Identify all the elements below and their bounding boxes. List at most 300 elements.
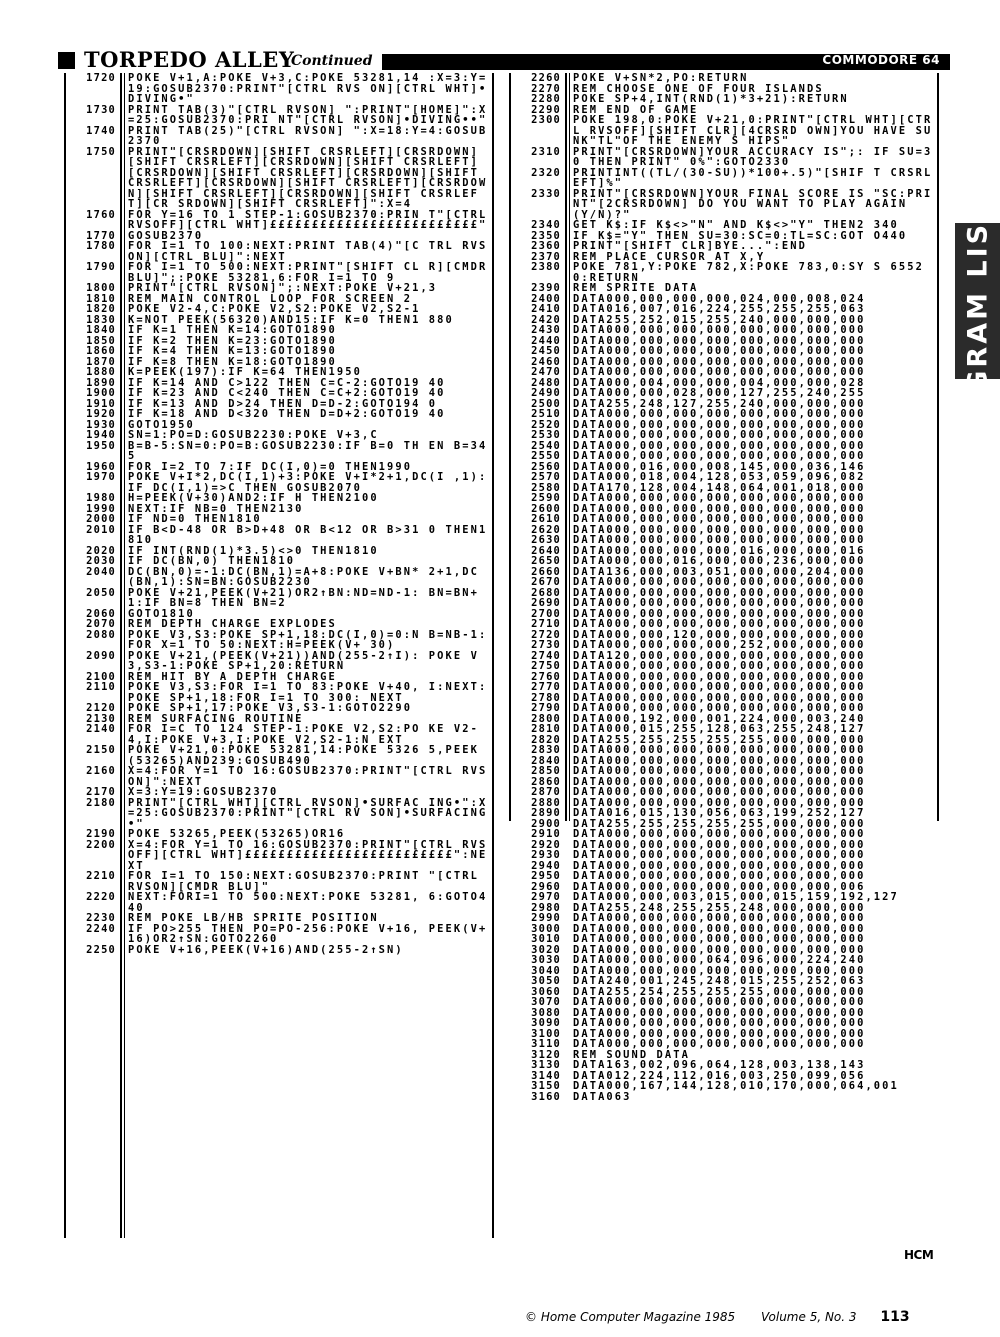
listing-line bbox=[511, 115, 937, 147]
line-code: DATA000,000,000,000,000,000,000,000 bbox=[573, 576, 866, 588]
line-code: DATA000,015,255,128,063,255,248,127 bbox=[573, 723, 866, 735]
line-code: DATA000,000,000,000,000,000,000,000 bbox=[573, 996, 866, 1008]
line-number: 2470 bbox=[531, 366, 561, 378]
line-code: DATA000,000,000,000,000,000,000,000 bbox=[573, 828, 866, 840]
line-code: DATA000,000,000,000,000,000,000,000 bbox=[573, 355, 866, 368]
line-code: DATA000,000,000,000,000,000,000,000 bbox=[573, 607, 866, 620]
listing-line bbox=[511, 829, 937, 840]
listing-line bbox=[66, 514, 492, 525]
line-number: 1820 bbox=[86, 303, 116, 315]
line-code: NEXT:IF NB=0 THEN2130 bbox=[128, 502, 304, 515]
line-number: 2040 bbox=[86, 565, 116, 578]
listing-line bbox=[511, 703, 937, 714]
line-number: 2160 bbox=[86, 765, 116, 777]
line-code: DATA016,007,016,224,255,255,255,063 bbox=[573, 303, 866, 315]
line-number: 2620 bbox=[531, 523, 561, 536]
line-number: 2240 bbox=[86, 922, 116, 935]
line-code: REM MAIN CONTROL LOOP FOR SCREEN 2 bbox=[128, 292, 413, 305]
listing-line bbox=[511, 871, 937, 882]
listing-line bbox=[511, 304, 937, 315]
line-number: 2310 bbox=[531, 145, 561, 158]
listing-line bbox=[511, 892, 937, 903]
line-number: 2150 bbox=[86, 744, 116, 756]
line-number: 2350 bbox=[531, 229, 561, 242]
line-code: REM SURFACING ROUTINE bbox=[128, 712, 304, 725]
line-number: 2540 bbox=[531, 439, 561, 452]
line-number: 2510 bbox=[531, 408, 561, 420]
line-number: 2890 bbox=[531, 807, 561, 819]
line-number: 2290 bbox=[531, 103, 561, 116]
line-code: DATA000,000,120,000,000,000,000,000 bbox=[573, 628, 866, 641]
line-code: DATA000,000,000,000,000,000,000,000 bbox=[573, 1017, 866, 1029]
line-number: 1990 bbox=[86, 502, 116, 515]
line-number: 2230 bbox=[86, 912, 116, 924]
line-number: 2860 bbox=[531, 775, 561, 788]
line-number: 2120 bbox=[86, 702, 116, 714]
article-title: TORPEDO ALLEY bbox=[84, 47, 295, 72]
line-code: DATA000,000,000,000,000,000,000,000 bbox=[573, 754, 866, 767]
line-code: DATA255,255,255,255,255,000,000,000 bbox=[573, 733, 866, 746]
line-code: REM PLACE CURSOR AT X,Y bbox=[573, 250, 766, 263]
listing-line bbox=[66, 283, 492, 294]
line-code: FOR I=1 TO 100:NEXT:PRINT TAB(4)"[C TRL RVSON][CTRL BLU]":NEXT bbox=[128, 240, 488, 263]
line-number: 2530 bbox=[531, 429, 561, 441]
listing-line bbox=[66, 126, 492, 147]
line-code: DATA000,000,000,000,024,000,008,024 bbox=[573, 292, 866, 305]
line-code: PRINT"[CRSRDOWN][SHIFT CRSRLEFT][CRSRDOWN][SHIFT CRSRLEFT][CRSRDOWN][SHIFT CRSRLEFT][CRSRDOWN][SHIFT CRSRLEFT][CRSRDOWN][SHIFT CRSRLEFT][CRSRDOWN][SHIFT CRSRLEFT][CRSRDOWN][SHIFT CRSRLEFT][CRSRDOWN][SHIFT CRSRLEFT][CR SRDOWN][SHIFT CRSRLEFT]":X=4 bbox=[128, 145, 488, 210]
line-number: 1730 bbox=[86, 103, 116, 116]
line-code: REM CHOOSE ONE OF FOUR ISLANDS bbox=[573, 82, 824, 95]
line-number: 2330 bbox=[531, 187, 561, 200]
line-number: 3120 bbox=[531, 1048, 561, 1061]
line-code: DATA000,000,000,000,000,000,000,000 bbox=[573, 1038, 866, 1050]
line-code: IF K=1 THEN K=14:GOTO1890 bbox=[128, 324, 337, 336]
line-number: 2600 bbox=[531, 502, 561, 515]
footer-copyright: © Home Computer Magazine 1985 bbox=[525, 1310, 736, 1324]
line-number: 2010 bbox=[86, 523, 116, 536]
listing-line bbox=[66, 147, 492, 210]
line-number: 2500 bbox=[531, 397, 561, 410]
listing-line bbox=[511, 472, 937, 483]
line-number: 2190 bbox=[86, 828, 116, 840]
line-code: DATA000,000,000,000,000,000,000,000 bbox=[573, 660, 866, 672]
listing-line bbox=[511, 346, 937, 357]
side-tab-label: PROGRAM LISTING bbox=[962, 136, 993, 466]
line-code: PRINT"[CRSRDOWN]YOUR ACCURACY IS";: IF SU=30 THEN PRINT" 0%":GOTO2330 bbox=[573, 145, 933, 168]
line-number: 2050 bbox=[86, 586, 116, 599]
line-code: DATA000,167,144,128,010,170,000,064,001 bbox=[573, 1080, 899, 1092]
line-code: B=B-5:SN=0:PO=B:GOSUB2230:IF B=0 TH EN B=345 bbox=[128, 439, 488, 462]
line-number: 1970 bbox=[86, 471, 116, 483]
line-number: 2650 bbox=[531, 555, 561, 567]
listing-line bbox=[511, 1039, 937, 1050]
line-code: PRINT"[CTRL RVSON]";:NEXT:POKE V+21,3 bbox=[128, 282, 438, 294]
line-number: 3050 bbox=[531, 975, 561, 987]
line-number: 3000 bbox=[531, 922, 561, 935]
line-code: DATA000,000,000,000,000,000,000,000 bbox=[573, 870, 866, 882]
line-code: REM HIT BY A DEPTH CHARGE bbox=[128, 670, 337, 683]
line-code: DATA255,254,255,255,255,000,000,000 bbox=[573, 985, 866, 998]
line-number: 1890 bbox=[86, 376, 116, 389]
listing-line bbox=[66, 441, 492, 462]
line-number: 3040 bbox=[531, 964, 561, 977]
listing-line bbox=[66, 556, 492, 567]
line-number: 3150 bbox=[531, 1080, 561, 1092]
line-code: REM DEPTH CHARGE EXPLODES bbox=[128, 618, 337, 630]
line-number: 2910 bbox=[531, 828, 561, 840]
listing-line bbox=[511, 682, 937, 693]
listing-line bbox=[66, 619, 492, 630]
line-code: DATA000,000,000,000,000,000,000,000 bbox=[573, 796, 866, 809]
listing-line bbox=[511, 661, 937, 672]
listing-line bbox=[66, 472, 492, 493]
line-code: DATA000,018,004,128,053,059,096,082 bbox=[573, 471, 866, 483]
line-code: DATA000,000,000,000,000,000,000,000 bbox=[573, 502, 866, 515]
line-code: DATA000,000,000,000,000,000,000,000 bbox=[573, 523, 866, 536]
listing-line bbox=[66, 798, 492, 830]
line-code: PRINT"[CRSRDOWN]YOUR FINAL SCORE IS "SC:PRINT"[2CRSRDOWN] DO YOU WANT TO PLAY AGAIN (Y/N)?" bbox=[573, 187, 933, 221]
header-square-icon bbox=[58, 52, 75, 69]
line-code: POKE 53265,PEEK(53265)OR16 bbox=[128, 828, 346, 840]
line-number: 2770 bbox=[531, 681, 561, 693]
line-code: POKE V2-4,C:POKE V2,S2:POKE V2,S2-1 bbox=[128, 303, 421, 315]
listing-line bbox=[511, 535, 937, 546]
line-number: 1760 bbox=[86, 208, 116, 221]
line-number: 1780 bbox=[86, 240, 116, 252]
listing-line bbox=[66, 924, 492, 945]
line-code: DATA000,000,003,015,000,015,159,192,127 bbox=[573, 891, 899, 903]
line-number: 1860 bbox=[86, 345, 116, 357]
listing-line bbox=[511, 766, 937, 777]
line-number: 2740 bbox=[531, 649, 561, 662]
line-code: IF INT(RND(1)*3.5)<>0 THEN1810 bbox=[128, 544, 379, 557]
line-number: 2250 bbox=[86, 943, 116, 956]
listing-line bbox=[511, 262, 937, 283]
line-code: DATA000,000,000,000,000,000,000,000 bbox=[573, 775, 866, 788]
line-number: 2280 bbox=[531, 93, 561, 105]
line-code: DATA000,000,016,000,000,236,000,000 bbox=[573, 555, 866, 567]
line-number: 2520 bbox=[531, 418, 561, 431]
line-code: DATA000,000,000,000,000,000,000,000 bbox=[573, 334, 866, 347]
listing-line bbox=[66, 208, 496, 231]
line-code: IF PO>255 THEN PO=PO-256:POKE V+16, PEEK(V+16)OR2↑SN:GOTO2260 bbox=[128, 922, 488, 945]
line-number: 2180 bbox=[86, 796, 116, 809]
line-code: H=PEEK(V+30)AND2:IF H THEN2100 bbox=[128, 492, 379, 504]
hcm-logo: HCM bbox=[904, 1248, 934, 1262]
line-code: DATA000,000,000,000,000,000,000,000 bbox=[573, 586, 866, 599]
line-code: DATA255,252,015,255,240,000,000,000 bbox=[573, 313, 866, 326]
line-number: 2790 bbox=[531, 702, 561, 714]
line-code: DATA000,000,000,000,000,000,000,000 bbox=[573, 691, 866, 704]
line-number: 2880 bbox=[531, 796, 561, 809]
line-number: 1830 bbox=[86, 313, 116, 326]
line-code: PRINT TAB(3)"[CTRL RVSON] ":PRINT"[HOME]":X=25:GOSUB2370:PRI NT"[CTRL RVSON]•DIVING••" bbox=[128, 103, 488, 126]
line-code: DATA120,000,000,000,000,000,000,000 bbox=[573, 649, 866, 662]
line-code: DATA000,000,000,000,000,000,000,000 bbox=[573, 1027, 866, 1040]
line-code: POKE V+21,0:POKE 53281,14:POKE 5326 5,PEEK(53265)AND239:GOSUB490 bbox=[128, 744, 479, 767]
listing-line bbox=[66, 787, 492, 798]
line-number: 1840 bbox=[86, 324, 116, 336]
line-number: 2550 bbox=[531, 450, 561, 462]
line-number: 2320 bbox=[531, 166, 561, 179]
line-number: 2410 bbox=[531, 303, 561, 315]
line-number: 1900 bbox=[86, 387, 116, 399]
line-number: 2210 bbox=[86, 870, 116, 882]
listing-line bbox=[511, 283, 937, 294]
listing-line bbox=[511, 850, 937, 861]
line-number: 2390 bbox=[531, 282, 561, 294]
line-number: 2630 bbox=[531, 534, 561, 546]
listing-line bbox=[511, 147, 937, 168]
line-number: 3060 bbox=[531, 985, 561, 998]
line-code: X=3:Y=19:GOSUB2370 bbox=[128, 786, 279, 798]
line-code: DATA000,000,000,000,000,000,000,000 bbox=[573, 418, 866, 431]
line-code: IF K=2 THEN K=23:GOTO1890 bbox=[128, 334, 337, 347]
listing-line bbox=[511, 724, 937, 735]
listing-line bbox=[66, 261, 496, 284]
line-number: 1800 bbox=[86, 282, 116, 294]
line-number: 3080 bbox=[531, 1006, 561, 1019]
line-number: 1790 bbox=[86, 261, 116, 273]
line-code: DATA000,000,000,000,000,000,000,000 bbox=[573, 1006, 866, 1019]
line-number: 2020 bbox=[86, 544, 116, 557]
line-code: GOTO1950 bbox=[128, 418, 195, 431]
line-code: DATA255,248,127,255,240,000,000,000 bbox=[573, 397, 866, 410]
line-code: DATA170,128,004,148,064,001,018,000 bbox=[573, 481, 866, 494]
line-number: 3140 bbox=[531, 1069, 561, 1082]
listing-line bbox=[66, 703, 492, 714]
listing-line bbox=[511, 808, 937, 819]
listing-line bbox=[511, 934, 937, 945]
line-number: 2270 bbox=[531, 82, 561, 95]
line-code: DATA000,000,028,000,127,255,240,255 bbox=[573, 387, 866, 399]
line-number: 1850 bbox=[86, 334, 116, 347]
line-number: 2590 bbox=[531, 492, 561, 504]
line-code: DATA000,000,000,000,000,000,000,000 bbox=[573, 964, 866, 977]
line-number: 2820 bbox=[531, 733, 561, 746]
line-code: IF K=23 AND C<240 THEN C=C+2:GOTO19 40 bbox=[128, 387, 446, 399]
line-code: PRINT"[CTRL WHT][CTRL RVSON]•SURFAC ING•":X=25:GOSUB2370:PRINT"[CTRL RV SON]•SURFACING•" bbox=[128, 796, 488, 830]
line-code: DATA000,000,000,000,000,000,000,000 bbox=[573, 681, 866, 693]
listing-line bbox=[511, 577, 937, 588]
listing-line bbox=[66, 724, 492, 745]
listing-line bbox=[66, 525, 492, 546]
listing-line bbox=[511, 189, 937, 221]
line-number: 2570 bbox=[531, 471, 561, 483]
line-code: DATA240,001,245,248,015,255,252,063 bbox=[573, 975, 866, 987]
line-code: IF K=14 AND C>122 THEN C=C-2:GOTO19 40 bbox=[128, 376, 446, 389]
line-code: DATA000,000,000,000,000,000,000,000 bbox=[573, 324, 866, 336]
listing-right-column bbox=[509, 72, 939, 1103]
line-number: 2580 bbox=[531, 481, 561, 494]
line-code: IF ND=0 THEN1810 bbox=[128, 513, 262, 525]
line-code: DATA063 bbox=[573, 1090, 632, 1103]
line-number: 3110 bbox=[531, 1038, 561, 1050]
listing-line bbox=[511, 955, 937, 966]
line-number: 2690 bbox=[531, 597, 561, 609]
line-code: DATA000,016,000,008,145,000,036,146 bbox=[573, 460, 866, 473]
line-number: 3070 bbox=[531, 996, 561, 1008]
line-number: 3010 bbox=[531, 933, 561, 945]
line-number: 2300 bbox=[531, 114, 561, 126]
page-footer bbox=[525, 1309, 910, 1325]
line-number: 2670 bbox=[531, 576, 561, 588]
footer-volume: Volume 5, No. 3 bbox=[761, 1310, 857, 1324]
listing-line bbox=[511, 367, 937, 378]
listing-line bbox=[511, 1092, 937, 1103]
line-code: POKE V+SN*2,PO:RETURN bbox=[573, 72, 749, 84]
listing-line bbox=[511, 1060, 937, 1071]
line-code: DATA000,000,000,000,000,000,000,000 bbox=[573, 943, 866, 956]
line-code: NEXT:FORI=1 TO 500:NEXT:POKE 53281, 6:GOTO440 bbox=[128, 891, 488, 914]
line-code: DATA000,000,000,000,000,000,000,000 bbox=[573, 408, 866, 420]
line-code: IF K=8 THEN K=18:GOTO1890 bbox=[128, 355, 337, 368]
listing-line bbox=[511, 598, 937, 609]
listing-line bbox=[511, 514, 937, 525]
line-number: 3160 bbox=[531, 1090, 561, 1103]
line-code: DATA000,000,000,000,000,000,000,000 bbox=[573, 534, 866, 546]
listing-line bbox=[511, 409, 937, 420]
line-number: 2750 bbox=[531, 660, 561, 672]
line-number: 2900 bbox=[531, 817, 561, 830]
listing-line bbox=[511, 73, 937, 84]
line-code: GOTO1810 bbox=[128, 607, 195, 620]
line-code: POKE V+I*2,DC(I,1)+3:POKE V+I*2+1,DC(I ,1):IF DC(I,1)=>C THEN GOSUB2070 bbox=[128, 471, 488, 494]
listing-line bbox=[511, 556, 937, 567]
line-number: 2380 bbox=[531, 261, 561, 273]
line-number: 2420 bbox=[531, 313, 561, 326]
line-code: DATA000,000,000,064,096,000,224,240 bbox=[573, 954, 866, 966]
line-code: DATA000,000,000,000,000,000,000,006 bbox=[573, 880, 866, 893]
listing-line bbox=[511, 241, 937, 252]
listing-line bbox=[511, 220, 937, 231]
machine-bar bbox=[382, 54, 950, 70]
listing-line bbox=[66, 105, 492, 126]
listing-line bbox=[511, 976, 937, 987]
line-number: 2800 bbox=[531, 712, 561, 725]
line-code: POKE V+21,(PEEK(V+21))AND(255-2↑I): POKE V3,S3-1:POKE SP+1,20:RETURN bbox=[128, 649, 479, 672]
line-code: IF K=4 THEN K=13:GOTO1890 bbox=[128, 345, 337, 357]
line-code: REM SOUND DATA bbox=[573, 1048, 690, 1061]
page-number: 113 bbox=[880, 1309, 910, 1325]
line-number: 2070 bbox=[86, 618, 116, 630]
line-number: 1960 bbox=[86, 460, 116, 473]
line-code: FOR I=1 TO 150:NEXT:GOSUB2370:PRINT "[CTRL RVSON][CMDR BLU]" bbox=[128, 870, 488, 893]
line-code: PRINTINT((TL/(30-SU))*100+.5)"[SHIF T CRSRLEFT]%" bbox=[573, 166, 933, 189]
listing-line bbox=[511, 997, 937, 1008]
listing-line bbox=[66, 840, 492, 872]
line-number: 2720 bbox=[531, 628, 561, 641]
line-code: DATA000,000,000,000,252,000,000,000 bbox=[573, 639, 866, 651]
listing-line bbox=[511, 913, 937, 924]
listing-line bbox=[66, 682, 492, 703]
line-number: 2340 bbox=[531, 219, 561, 231]
line-number: 2730 bbox=[531, 639, 561, 651]
line-number: 2840 bbox=[531, 754, 561, 767]
listing-line bbox=[511, 325, 937, 336]
line-code: GET K$:IF K$<>"N" AND K$<>"Y" THEN2 340 bbox=[573, 219, 899, 231]
listing-line bbox=[511, 94, 937, 105]
line-code: FOR Y=16 TO 1 STEP-1:GOSUB2370:PRIN T"[CTRL RVSOFF][CTRL WHT]£££££££££££££££££££££££££" bbox=[128, 208, 496, 231]
line-number: 2440 bbox=[531, 334, 561, 347]
line-code: DATA000,004,000,000,004,000,000,028 bbox=[573, 376, 866, 389]
line-code: REM END OF GAME bbox=[573, 103, 699, 116]
line-number: 1940 bbox=[86, 429, 116, 441]
listing-line bbox=[66, 304, 492, 315]
line-number: 2090 bbox=[86, 649, 116, 662]
listing-line bbox=[511, 640, 937, 651]
line-code: REM POKE LB/HB SPRITE POSITION bbox=[128, 912, 379, 924]
line-number: 1750 bbox=[86, 145, 116, 158]
listing-line bbox=[66, 945, 492, 956]
line-number: 2920 bbox=[531, 838, 561, 851]
line-number: 2560 bbox=[531, 460, 561, 473]
listing-line bbox=[66, 630, 492, 651]
line-code: DATA000,000,000,000,000,000,000,000 bbox=[573, 513, 866, 525]
line-code: DATA012,224,112,016,003,250,099,056 bbox=[573, 1069, 866, 1082]
line-code: PRINT"[SHIFT CLR]BYE...":END bbox=[573, 240, 807, 252]
line-code: DATA016,015,130,056,063,199,252,127 bbox=[573, 807, 866, 819]
listing-line bbox=[66, 409, 492, 420]
line-code: K=NOT PEEK(56320)AND15:IF K=0 THEN1 880 bbox=[128, 313, 454, 326]
line-code: DATA255,255,255,255,255,000,000,000 bbox=[573, 817, 866, 830]
line-code: PRINT TAB(25)"[CTRL RVSON] ":X=18:Y=4:GOSUB2370 bbox=[128, 124, 488, 147]
line-number: 1950 bbox=[86, 439, 116, 452]
listing-line bbox=[511, 451, 937, 462]
listing-line bbox=[511, 1081, 937, 1092]
line-number: 2990 bbox=[531, 912, 561, 924]
line-code: POKE SP+4,INT(RND(1)*3+21):RETURN bbox=[573, 93, 849, 105]
line-number: 2780 bbox=[531, 691, 561, 704]
listing-line bbox=[66, 892, 492, 913]
line-number: 1870 bbox=[86, 355, 116, 368]
line-number: 3100 bbox=[531, 1027, 561, 1040]
listing-line bbox=[66, 367, 492, 378]
line-code: DATA000,000,000,000,000,000,000,000 bbox=[573, 765, 866, 777]
line-number: 1920 bbox=[86, 408, 116, 420]
listing-line bbox=[511, 1018, 937, 1029]
listing-line bbox=[66, 913, 492, 924]
line-number: 2030 bbox=[86, 555, 116, 567]
line-code: DATA000,000,000,000,000,000,000,000 bbox=[573, 838, 866, 851]
line-code: DATA000,000,000,000,000,000,000,000 bbox=[573, 618, 866, 630]
line-number: 2970 bbox=[531, 891, 561, 903]
listing-line bbox=[66, 588, 492, 609]
listing-line bbox=[511, 388, 937, 399]
line-code: POKE 198,0:POKE V+21,0:PRINT"[CTRL WHT][CTRL RVSOFF][SHIFT CLR][4CRSRD OWN]YOU HAVE SUNK"TL"OF THE ENEMY S HIPS" bbox=[573, 114, 933, 147]
line-number: 2940 bbox=[531, 859, 561, 872]
line-code: X=4:FOR Y=1 TO 16:GOSUB2370:PRINT"[CTRL RVSOFF][CTRL WHT]£££££££££££££££££££££££££":NEXT bbox=[128, 838, 488, 872]
line-code: DATA000,000,000,000,000,000,000,000 bbox=[573, 859, 866, 872]
line-number: 2100 bbox=[86, 670, 116, 683]
line-number: 3030 bbox=[531, 954, 561, 966]
line-number: 1770 bbox=[86, 229, 116, 242]
line-number: 1880 bbox=[86, 366, 116, 378]
line-number: 2960 bbox=[531, 880, 561, 893]
line-number: 2220 bbox=[86, 891, 116, 903]
listing-line bbox=[66, 766, 492, 787]
line-code: DATA000,192,000,001,224,000,003,240 bbox=[573, 712, 866, 725]
side-tab bbox=[955, 136, 1000, 466]
listing-line bbox=[511, 493, 937, 504]
line-number: 2660 bbox=[531, 565, 561, 578]
line-code: IF K$="Y" THEN SU=30:SC=0:TL=SC:GOT O440 bbox=[573, 229, 908, 242]
line-code: IF DC(BN,0) THEN1810 bbox=[128, 555, 296, 567]
listing-line bbox=[66, 829, 492, 840]
line-number: 2080 bbox=[86, 628, 116, 641]
line-code: REM SPRITE DATA bbox=[573, 282, 699, 294]
line-code: SN=1:PO=D:GOSUB2230:POKE V+3,C bbox=[128, 429, 379, 441]
